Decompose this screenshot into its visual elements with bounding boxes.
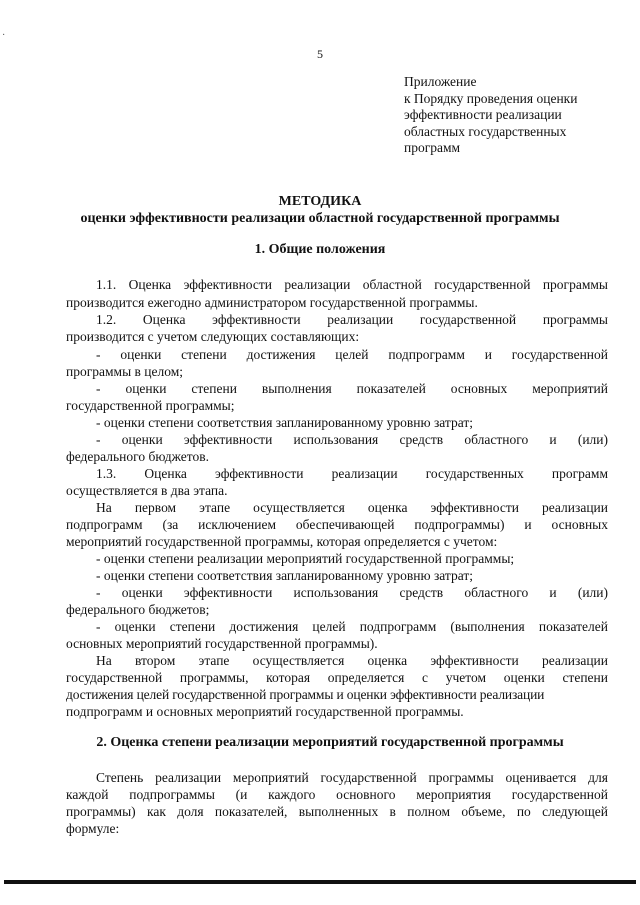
appendix-block (404, 74, 577, 157)
paragraph-line: производится с учетом следующих составляющих: (66, 329, 360, 344)
paragraph-line: 1.2. Оценка эффективности реализации государственной программы (96, 312, 608, 327)
bottom-rule (4, 880, 636, 884)
appendix-line: эффективности реализации (404, 107, 562, 122)
paragraph-line: - оценки эффективности использования средств областного и (или) (96, 432, 608, 447)
appendix-line: областных государственных (404, 123, 567, 139)
paragraph-line: государственной программы, которая определяется с учетом оценки степени (66, 670, 608, 685)
paragraph-line: осуществляется в два этапа. (66, 483, 228, 498)
page-number: 5 (317, 47, 323, 61)
paragraph-line: - оценки степени достижения целей подпрограмм и государственной (96, 347, 608, 362)
appendix-line: к Порядку проведения оценки (404, 90, 578, 106)
paragraph-line: программы) как доля показателей, выполненных в полном объеме, по следующей (66, 804, 608, 819)
paragraph-line: 1.1. Оценка эффективности реализации областной государственной программы (96, 277, 608, 292)
paragraph-line: - оценки степени соответствия запланированному уровню затрат; (96, 415, 474, 430)
paragraph-line: - оценки степени реализации мероприятий государственной программы; (96, 551, 515, 566)
document-title (0, 193, 640, 227)
paragraph-line: - оценки степени выполнения показателей основных мероприятий (96, 381, 608, 396)
paragraph-line: - оценки эффективности использования средств областного и (или) (96, 585, 608, 600)
paragraph-line: подпрограмм и основных мероприятий государственной программы. (66, 704, 464, 719)
paragraph-line: Степень реализации мероприятий государственной программы оценивается для (96, 770, 608, 785)
paragraph-line: производится ежегодно администратором государственной программы. (66, 295, 478, 310)
paragraph-line: достижения целей государственной программы и оценки эффективности реализации (66, 687, 545, 702)
title-line-1: МЕТОДИКА (278, 194, 362, 209)
paragraph-line: основных мероприятий государственной программы). (66, 636, 378, 651)
paragraph-line: федерального бюджетов; (66, 602, 210, 617)
paragraph-line: На первом этапе осуществляется оценка эффективности реализации (96, 500, 608, 515)
left-edge-mark: · (2, 30, 6, 41)
section-2-heading: 2. Оценка степени реализации мероприятий государственной программы (96, 735, 564, 750)
section-1-heading: 1. Общие положения (254, 242, 386, 257)
paragraph-line: - оценки степени достижения целей подпрограмм (выполнения показателей (96, 619, 608, 634)
paragraph-line: мероприятий государственной программы, которая определяется с учетом: (66, 534, 498, 549)
appendix-line: Приложение (404, 74, 477, 89)
paragraph-line: федерального бюджетов. (66, 449, 209, 464)
paragraph-line: подпрограмм (за исключением обеспечивающей подпрограммы) и основных (66, 517, 608, 532)
paragraph-line: государственной программы; (66, 398, 235, 413)
appendix-line: программ (404, 140, 461, 155)
paragraph-line: программы в целом; (66, 364, 184, 379)
paragraph-line: 1.3. Оценка эффективности реализации государственных программ (96, 466, 608, 481)
paragraph-line: - оценки степени соответствия запланированному уровню затрат; (96, 568, 474, 583)
paragraph-line: На втором этапе осуществляется оценка эффективности реализации (96, 653, 608, 668)
title-line-2: оценки эффективности реализации областной государственной программы (80, 211, 560, 226)
paragraph-line: каждой подпрограммы (и каждого основного мероприятия государственной (66, 787, 608, 802)
paragraph-line: формуле: (66, 821, 120, 836)
